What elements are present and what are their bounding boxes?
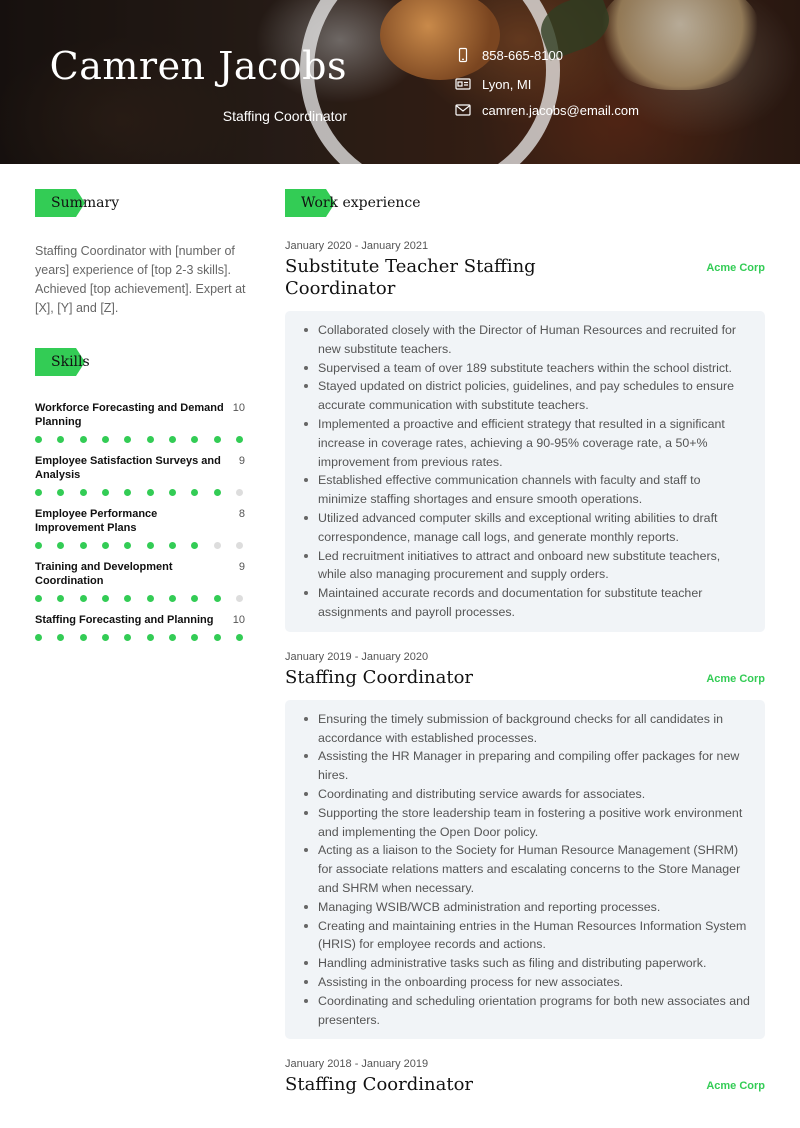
rating-dot-filled [80,595,87,602]
skill-item [35,401,245,443]
bullet-list [303,321,751,622]
bullet-item: Ensuring the timely submission of background checks for all candidates in accordance with established processes. [303,710,751,748]
rating-dot-filled [102,542,109,549]
location-card-icon [455,76,471,92]
rating-dot-filled [169,489,176,496]
bullet-item: Collaborated closely with the Director of Human Resources and recruited for new substitute teachers. [303,321,751,359]
phone-icon [455,47,471,63]
bullet-item: Stayed updated on district policies, guidelines, and pay schedules to ensure accurate communication with substitute teachers. [303,377,751,415]
skill-rating-dots [35,489,243,496]
rating-dot-filled [214,489,221,496]
bullet-item: Handling administrative tasks such as filing and distributing paperwork. [303,954,751,973]
skill-rating-dots [35,595,243,602]
skill-header [35,560,245,588]
header-photo-food [600,0,760,90]
rating-dot-filled [35,436,42,443]
candidate-name: Camren Jacobs [49,44,347,88]
job-responsibilities [285,700,765,1040]
skill-header [35,454,245,482]
contact-phone[interactable] [455,47,563,63]
rating-dot-filled [102,595,109,602]
job-dates: January 2019 - January 2020 [285,650,429,663]
rating-dot-filled [80,489,87,496]
summary-text: Staffing Coordinator with [number of years] experience of [top 2-3 skills]. Achieved [top achievement]. Expert at [X], [Y] and [Z]. [35,244,246,315]
contact-email-text: camren.jacobs@email.com [482,102,639,118]
skill-name: Employee Performance Improvement Plans [35,508,158,534]
rating-dot-filled [57,634,64,641]
skill-rating-dots [35,634,243,641]
skill-name: Staffing Forecasting and Planning [35,614,214,626]
rating-dot-filled [147,634,154,641]
rating-dot-filled [80,634,87,641]
skill-name: Workforce Forecasting and Demand Planning [35,402,224,428]
rating-dot-filled [57,542,64,549]
bullet-item: Led recruitment initiatives to attract and onboard new substitute teachers, while also managing procurement and supply orders. [303,547,751,585]
job-company: Acme Corp [706,262,765,274]
skill-name: Training and Development Coordination [35,561,173,587]
bullet-item: Creating and maintaining entries in the Human Resources Information System (HRIS) for employee records and actions. [303,917,751,955]
bullet-item: Utilized advanced computer skills and exceptional writing abilities to draft correspondence, manage call logs, and generate monthly reports. [303,509,751,547]
rating-dot-filled [102,489,109,496]
skill-item [35,613,245,641]
bullet-item: Established effective communication channels with faculty and staff to minimize staffing shortages and ensure smooth operations. [303,471,751,509]
bullet-item: Assisting the HR Manager in preparing and compiling offer packages for new hires. [303,747,751,785]
rating-dot-filled [147,542,154,549]
rating-dot-filled [214,595,221,602]
job-title-row [285,256,765,300]
skill-item [35,507,245,549]
skill-level: 10 [232,614,245,626]
bullet-item: Maintained accurate records and documentation for substitute teacher assignments and payroll processes. [303,584,751,622]
job-entry [285,1058,765,1096]
skill-rating-dots [35,542,243,549]
job-company: Acme Corp [706,1080,765,1093]
skill-level: 8 [238,508,245,520]
job-title: Staffing Coordinator [285,1074,474,1096]
rating-dot-filled [102,436,109,443]
skill-header [35,613,245,627]
rating-dot-empty [214,542,221,549]
bullet-item: Acting as a liaison to the Society for Human Resource Management (SHRM) for associate relations matters and escalating concerns to the Store Manager and SHRM when necessary. [303,841,751,897]
rating-dot-filled [169,634,176,641]
contact-email[interactable] [455,102,639,118]
rating-dot-filled [35,489,42,496]
rating-dot-filled [147,436,154,443]
rating-dot-empty [236,595,243,602]
rating-dot-filled [80,542,87,549]
job-title-row [285,1074,765,1096]
rating-dot-filled [124,542,131,549]
skill-level: 10 [232,402,245,414]
skill-name: Employee Satisfaction Surveys and Analysis [35,455,221,481]
summary-heading-text: Summary [51,195,120,211]
rating-dot-filled [124,436,131,443]
rating-dot-filled [169,542,176,549]
summary-heading [35,189,119,217]
rating-dot-filled [191,595,198,602]
rating-dot-filled [57,436,64,443]
rating-dot-filled [236,634,243,641]
experience-heading-text: Work experience [301,195,421,211]
contact-location [455,76,531,92]
job-company: Acme Corp [706,672,765,685]
job-responsibilities [285,311,765,632]
rating-dot-filled [214,634,221,641]
bullet-item: Supervised a team of over 189 substitute teachers within the school district. [303,359,751,378]
job-title-row [285,667,765,689]
job-entry [285,240,765,632]
skill-item [35,560,245,602]
rating-dot-filled [169,595,176,602]
experience-heading [285,189,421,217]
rating-dot-filled [236,436,243,443]
rating-dot-filled [147,489,154,496]
rating-dot-filled [35,595,42,602]
rating-dot-filled [35,542,42,549]
rating-dot-filled [147,595,154,602]
job-entry [285,651,765,1040]
rating-dot-filled [124,489,131,496]
job-dates: January 2018 - January 2019 [285,1058,429,1071]
jobs-list [285,240,765,1115]
bullet-item: Managing WSIB/WCB administration and reporting processes. [303,898,751,917]
job-title: Staffing Coordinator [285,666,474,688]
rating-dot-filled [191,436,198,443]
bullet-item: Coordinating and distributing service awards for associates. [303,785,751,804]
rating-dot-filled [124,634,131,641]
skill-item [35,454,245,496]
bullet-item: Implemented a proactive and efficient strategy that resulted in a significant increase in coverage rates, achieving a 90-95% coverage rate, a 50+% improvement from previous rates. [303,415,751,471]
skills-list [35,401,245,652]
job-title: Substitute Teacher Staffing Coordinator [285,256,536,299]
envelope-icon [455,102,471,118]
rating-dot-filled [102,634,109,641]
rating-dot-empty [236,542,243,549]
rating-dot-empty [236,489,243,496]
bullet-list [303,710,751,1030]
candidate-title: Staffing Coordinator [222,108,347,124]
rating-dot-filled [57,489,64,496]
rating-dot-filled [191,489,198,496]
bullet-item: Assisting in the onboarding process for new associates. [303,973,751,992]
skill-header [35,401,245,429]
rating-dot-filled [80,436,87,443]
contact-location-text: Lyon, MI [482,76,532,92]
skills-heading [35,348,90,376]
rating-dot-filled [124,595,131,602]
contact-phone-text: 858-665-8100 [482,47,563,63]
resume-header [0,0,800,164]
rating-dot-filled [169,436,176,443]
skill-header [35,507,245,535]
skills-heading-text: Skills [51,354,90,370]
skill-level: 9 [238,561,245,573]
rating-dot-filled [57,595,64,602]
rating-dot-filled [35,634,42,641]
skill-level: 9 [238,455,245,467]
bullet-item: Supporting the store leadership team in fostering a positive work environment and implementing the Open Door policy. [303,804,751,842]
skill-rating-dots [35,436,243,443]
rating-dot-filled [191,542,198,549]
rating-dot-filled [214,436,221,443]
job-dates: January 2020 - January 2021 [285,240,429,252]
bullet-item: Coordinating and scheduling orientation programs for both new associates and presenters. [303,992,751,1030]
rating-dot-filled [191,634,198,641]
